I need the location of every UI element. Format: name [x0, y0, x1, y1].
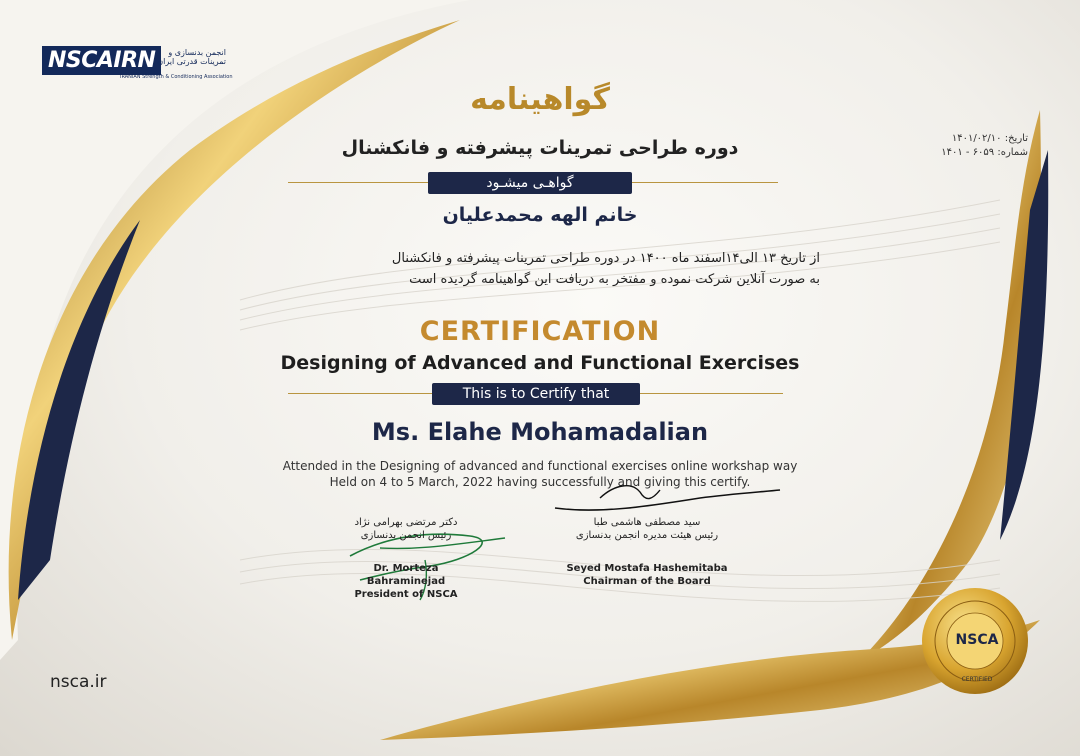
signatory-left-fa-role: رئیس انجمن بدنسازی	[360, 530, 452, 541]
website-url: nsca.ir	[50, 672, 107, 692]
logo-persian-text: انجمن بدنسازی و تمرینات قدرتی ایران	[157, 48, 226, 66]
english-course-title: Designing of Advanced and Functional Exercises	[280, 352, 800, 374]
signatory-right	[562, 516, 732, 588]
persian-body-line: از تاریخ ۱۳ الی۱۴اسفند ماه ۱۴۰۰ در دوره طراحی تمرینات پیشرفته و فانکشنال	[391, 251, 820, 266]
logo-english-text: IRANIAN Strength & Conditioning Association	[120, 74, 233, 80]
seal-label: NSCA	[955, 632, 999, 648]
persian-title: گواهینامه	[470, 82, 610, 117]
english-body-line: Attended in the Designing of advanced and functional exercises online workshap way	[282, 459, 798, 473]
persian-course-title: دوره طراحی تمرینات پیشرفته و فانکشنال	[341, 137, 739, 159]
seal-sub: CERTIFIED	[961, 676, 993, 683]
english-certify-band: This is to Certify that	[432, 383, 640, 405]
signatory-left-fa-name: دکتر مرتضی بهرامی نژاد	[354, 517, 458, 528]
logo-brand: NSCAIRN	[42, 46, 161, 75]
persian-certify-band: گواهـی میشـود	[428, 172, 632, 194]
english-recipient-name: Ms. Elahe Mohamadalian	[371, 418, 709, 446]
signatory-right-fa-name: سید مصطفی هاشمی طبا	[593, 517, 701, 528]
english-title: CERTIFICATION	[419, 316, 661, 347]
persian-body-line: به صورت آنلاین شرکت نموده و مفتخر به دریافت این گواهینامه گردیده است	[409, 272, 820, 287]
signatory-right-en-name: Seyed Mostafa Hashemitaba	[566, 563, 728, 574]
signatory-left-en-name: Dr. Morteza Bahraminejad	[366, 563, 446, 587]
signatory-left	[336, 516, 476, 601]
certificate-number: شماره: ۶۰۵۹ - ۱۴۰۱	[941, 147, 1028, 158]
signatory-right-en-role: Chairman of the Board	[583, 576, 711, 587]
signatory-right-fa-role: رئیس هیئت مدیره انجمن بدنسازی	[575, 530, 719, 541]
signatory-left-en-role: President of NSCA	[354, 589, 458, 600]
issue-date: تاریخ: ۱۴۰۱/۰۲/۱۰	[951, 133, 1028, 144]
persian-recipient-name: خانم الهه محمدعلیان	[442, 204, 638, 226]
english-body-line: Held on 4 to 5 March, 2022 having successfully and giving this certify.	[329, 475, 751, 489]
